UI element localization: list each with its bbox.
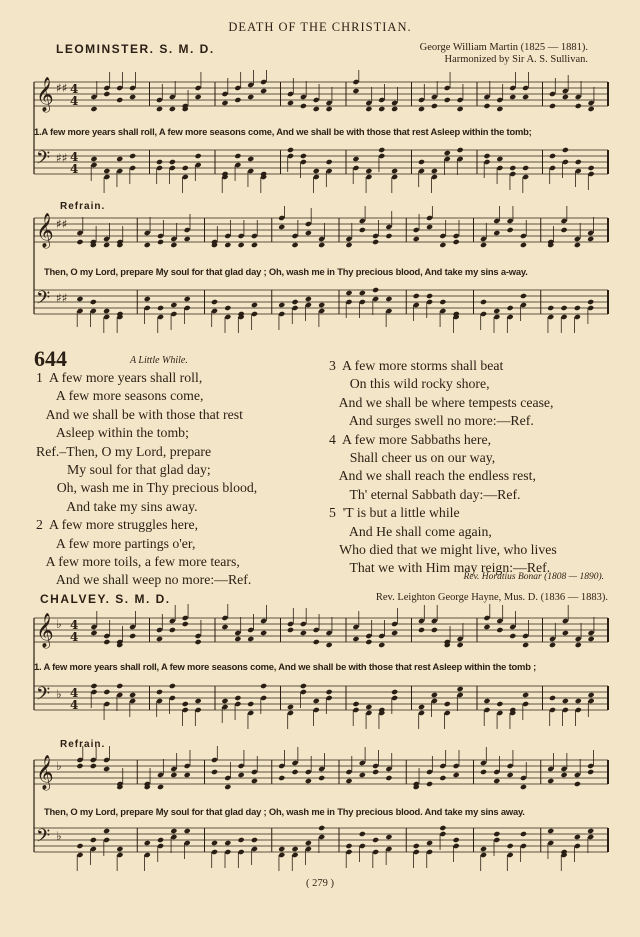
treble-clef-icon: 𝄞 [36, 77, 54, 112]
key-signature-icon: ♭ [56, 759, 62, 773]
page-number: ( 279 ) [306, 878, 334, 889]
page-title: DEATH OF THE CHRISTIAN. [228, 20, 412, 34]
time-signature: 4 [70, 686, 79, 700]
key-signature-icon: ♯♯ [56, 81, 68, 95]
time-signature: 4 [70, 150, 79, 164]
hymn-left-column: 1 A few more years shall roll, A few more seasons come, And we shall be with those that rest Asleep within the tomb; Ref.–Then, O my Lord, prepare My soul for that glad day; Oh, wash me in Thy precious blood, And take my sins away. 2 A few more struggles here, A few more partings o'er, A few more toils, a few more tears, And we shall weep no more:—Ref. [36, 370, 258, 588]
note-group [76, 287, 608, 333]
note-group [76, 746, 608, 790]
key-signature-icon: ♯♯ [56, 151, 68, 165]
tune1-composer: George William Martin (1825 — 1881). [419, 42, 588, 53]
treble-staff [34, 760, 608, 784]
tune1-verse-lyric: 1.A few more years shall roll, A few more seasons come, And we shall be with those that rest Asleep within the tomb; [34, 126, 532, 137]
time-signature: 4 [70, 94, 79, 108]
time-signature: 4 [70, 618, 79, 632]
key-signature-icon: ♭ [56, 829, 62, 843]
note-group [90, 147, 608, 193]
note-group [90, 604, 608, 648]
bass-clef-icon: 𝄢 [36, 288, 51, 313]
key-signature-icon: ♭ [56, 617, 62, 631]
hymn-right-column: 3 A few more storms shall beat On this wild rocky shore, And we shall be where tempests cease, And surges swell no more:—Ref. 4 A few more Sabbaths here, Shall cheer us on our way, And we shall reach the endless rest, Th' eternal Sabbath day:—Ref. 5 'T is but a little while And He shall come again, Who died that we might live, who lives That we with Him may reign:—Ref. [329, 358, 557, 576]
note-group [90, 683, 608, 729]
time-signature: 4 [70, 698, 79, 712]
tune2-verse-lyric: 1. A few more years shall roll, A few more seasons come, And we shall be with those that rest Asleep within the tomb ; [34, 661, 537, 672]
note-group [76, 825, 608, 871]
tune2-refrain-lyric: Then, O my Lord, prepare My soul for that glad day ; Oh, wash me in Thy precious blood. And take my sins away. [44, 806, 525, 817]
time-signature: 4 [70, 630, 79, 644]
bass-clef-icon: 𝄢 [36, 826, 51, 851]
treble-clef-icon: 𝄞 [36, 755, 54, 790]
bass-clef-icon: 𝄢 [36, 684, 51, 709]
key-signature-icon: ♯♯ [56, 217, 68, 231]
tune2-composer: Rev. Leighton George Hayne, Mus. D. (1836 — 1883). [375, 592, 608, 603]
time-signature: 4 [70, 82, 79, 96]
bass-staff [34, 686, 608, 710]
hymn-title: A Little While. [130, 355, 188, 366]
treble-clef-icon: 𝄞 [36, 213, 54, 248]
tune1-refrain-label: Refrain. [60, 201, 106, 212]
treble-clef-icon: 𝄞 [36, 613, 54, 648]
key-signature-icon: ♭ [56, 687, 62, 701]
bass-clef-icon: 𝄢 [36, 148, 51, 173]
time-signature: 4 [70, 162, 79, 176]
treble-staff [34, 82, 608, 106]
tune1-name: LEOMINSTER. S. M. D. [56, 42, 215, 56]
tune1-harmonizer: Harmonized by Sir A. S. Sullivan. [444, 54, 588, 65]
tune2-name: CHALVEY. S. M. D. [40, 592, 171, 606]
key-signature-icon: ♯♯ [56, 291, 68, 305]
hymn-number: 644 [34, 346, 67, 371]
treble-staff [34, 618, 608, 642]
hymn-author: Rev. Horatius Bonar (1808 — 1890). [463, 572, 604, 582]
tune1-refrain-lyric: Then, O my Lord, prepare My soul for that glad day ; Oh, wash me in Thy precious blood, And take my sins a-way. [44, 266, 528, 277]
tune2-refrain-label: Refrain. [60, 739, 106, 750]
